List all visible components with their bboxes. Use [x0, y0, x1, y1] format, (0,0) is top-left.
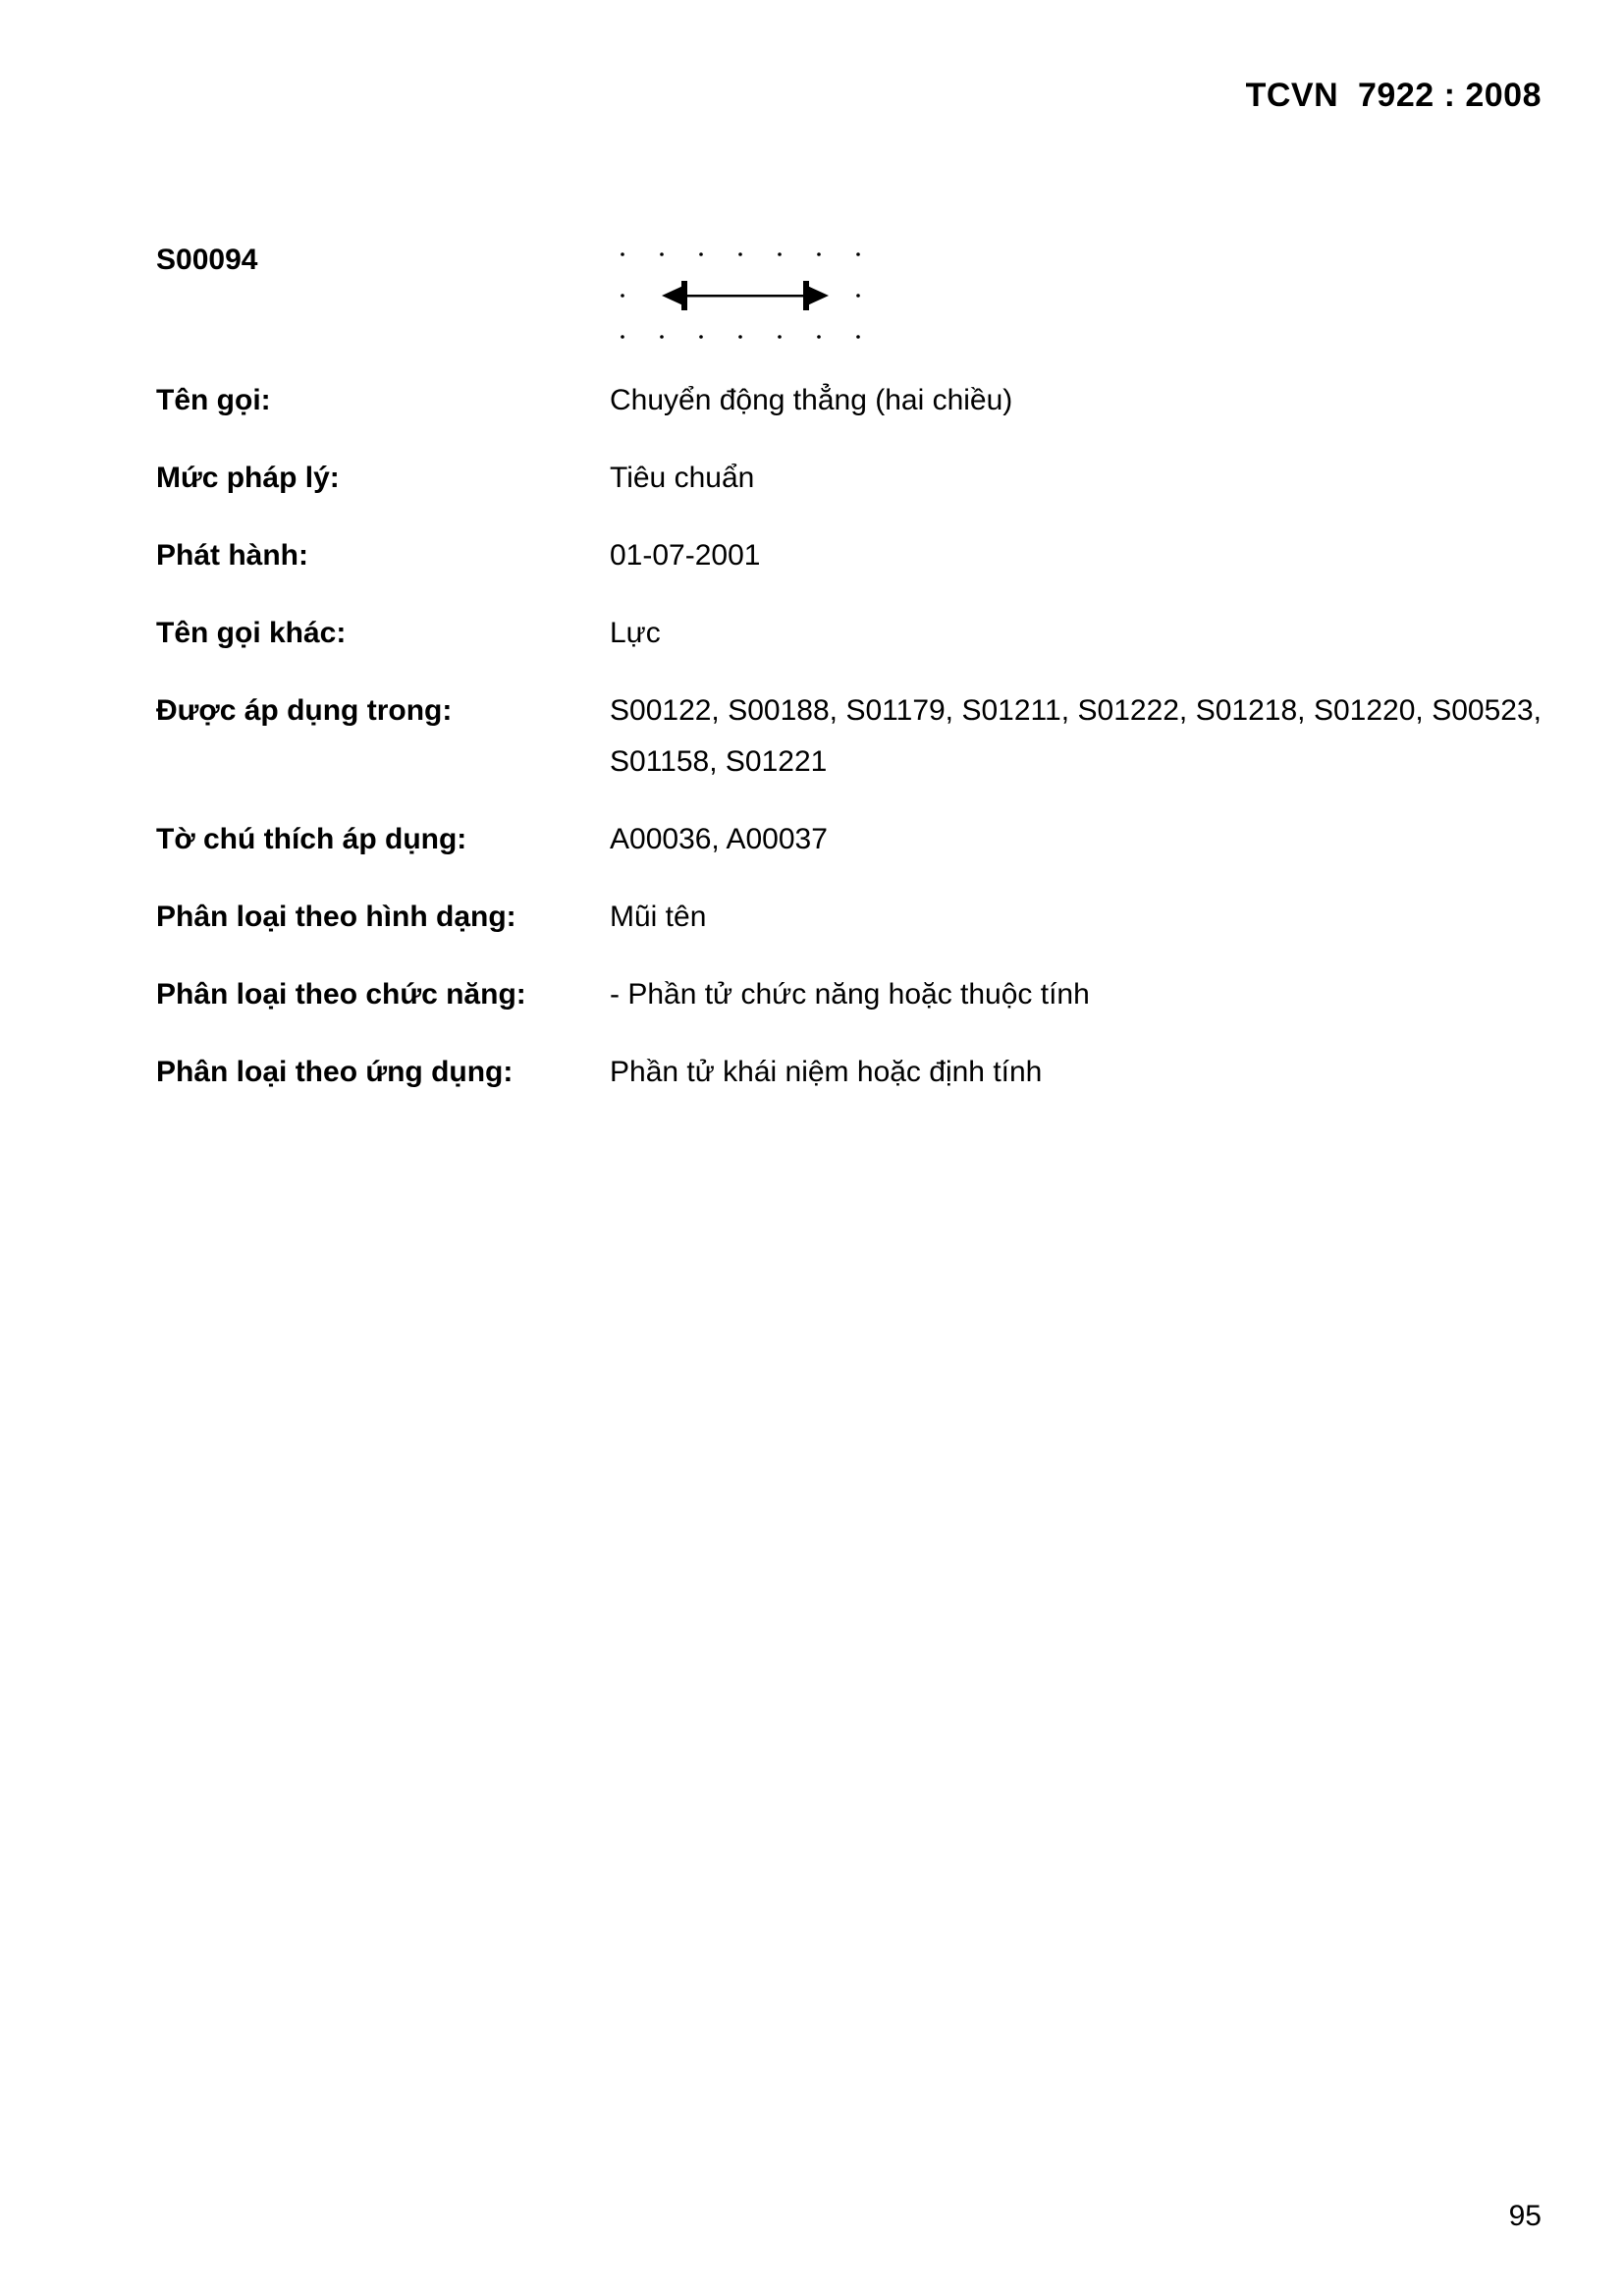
field-label: Tên gọi khác: [156, 617, 347, 649]
field-row-applied-in [156, 691, 1542, 788]
field-row-legal-level [156, 459, 1542, 504]
field-row-annotation-sheets [156, 820, 1542, 865]
field-value: Lực [610, 617, 661, 649]
field-row-alt-name [156, 614, 1542, 659]
field-value: - Phần tử chức năng hoặc thuộc tính [610, 978, 1090, 1011]
double-headed-arrow-icon [613, 242, 878, 350]
field-label: Mức pháp lý: [156, 462, 340, 494]
field-label: Phân loại theo ứng dụng: [156, 1056, 514, 1088]
field-row-function-class [156, 975, 1542, 1020]
field-value: Chuyển động thẳng (hai chiều) [610, 384, 1013, 416]
field-value: Mũi tên [610, 901, 707, 933]
field-value: S00122, S00188, S01179, S01211, S01222, S01218, S01220, S00523, S01158, S01221 [610, 694, 1542, 778]
field-row-shape-class [156, 898, 1542, 943]
field-label: Tờ chú thích áp dụng: [156, 823, 467, 855]
symbol-code: S00094 [156, 244, 258, 276]
field-value: Tiêu chuẩn [610, 462, 755, 494]
standard-header: TCVN 7922 : 2008 [1245, 77, 1542, 114]
page-number: 95 [1508, 2200, 1542, 2232]
field-label: Phát hành: [156, 539, 308, 572]
symbol-details [156, 381, 1542, 1130]
field-row-issued [156, 536, 1542, 581]
field-row-application-class [156, 1053, 1542, 1098]
field-value: Phần tử khái niệm hoặc định tính [610, 1056, 1043, 1088]
field-label: Được áp dụng trong: [156, 694, 453, 727]
field-value: 01-07-2001 [610, 539, 761, 572]
field-label: Phân loại theo hình dạng: [156, 901, 516, 933]
field-row-name [156, 381, 1542, 426]
field-label: Phân loại theo chức năng: [156, 978, 526, 1011]
field-label: Tên gọi: [156, 384, 271, 416]
field-value: A00036, A00037 [610, 823, 828, 855]
